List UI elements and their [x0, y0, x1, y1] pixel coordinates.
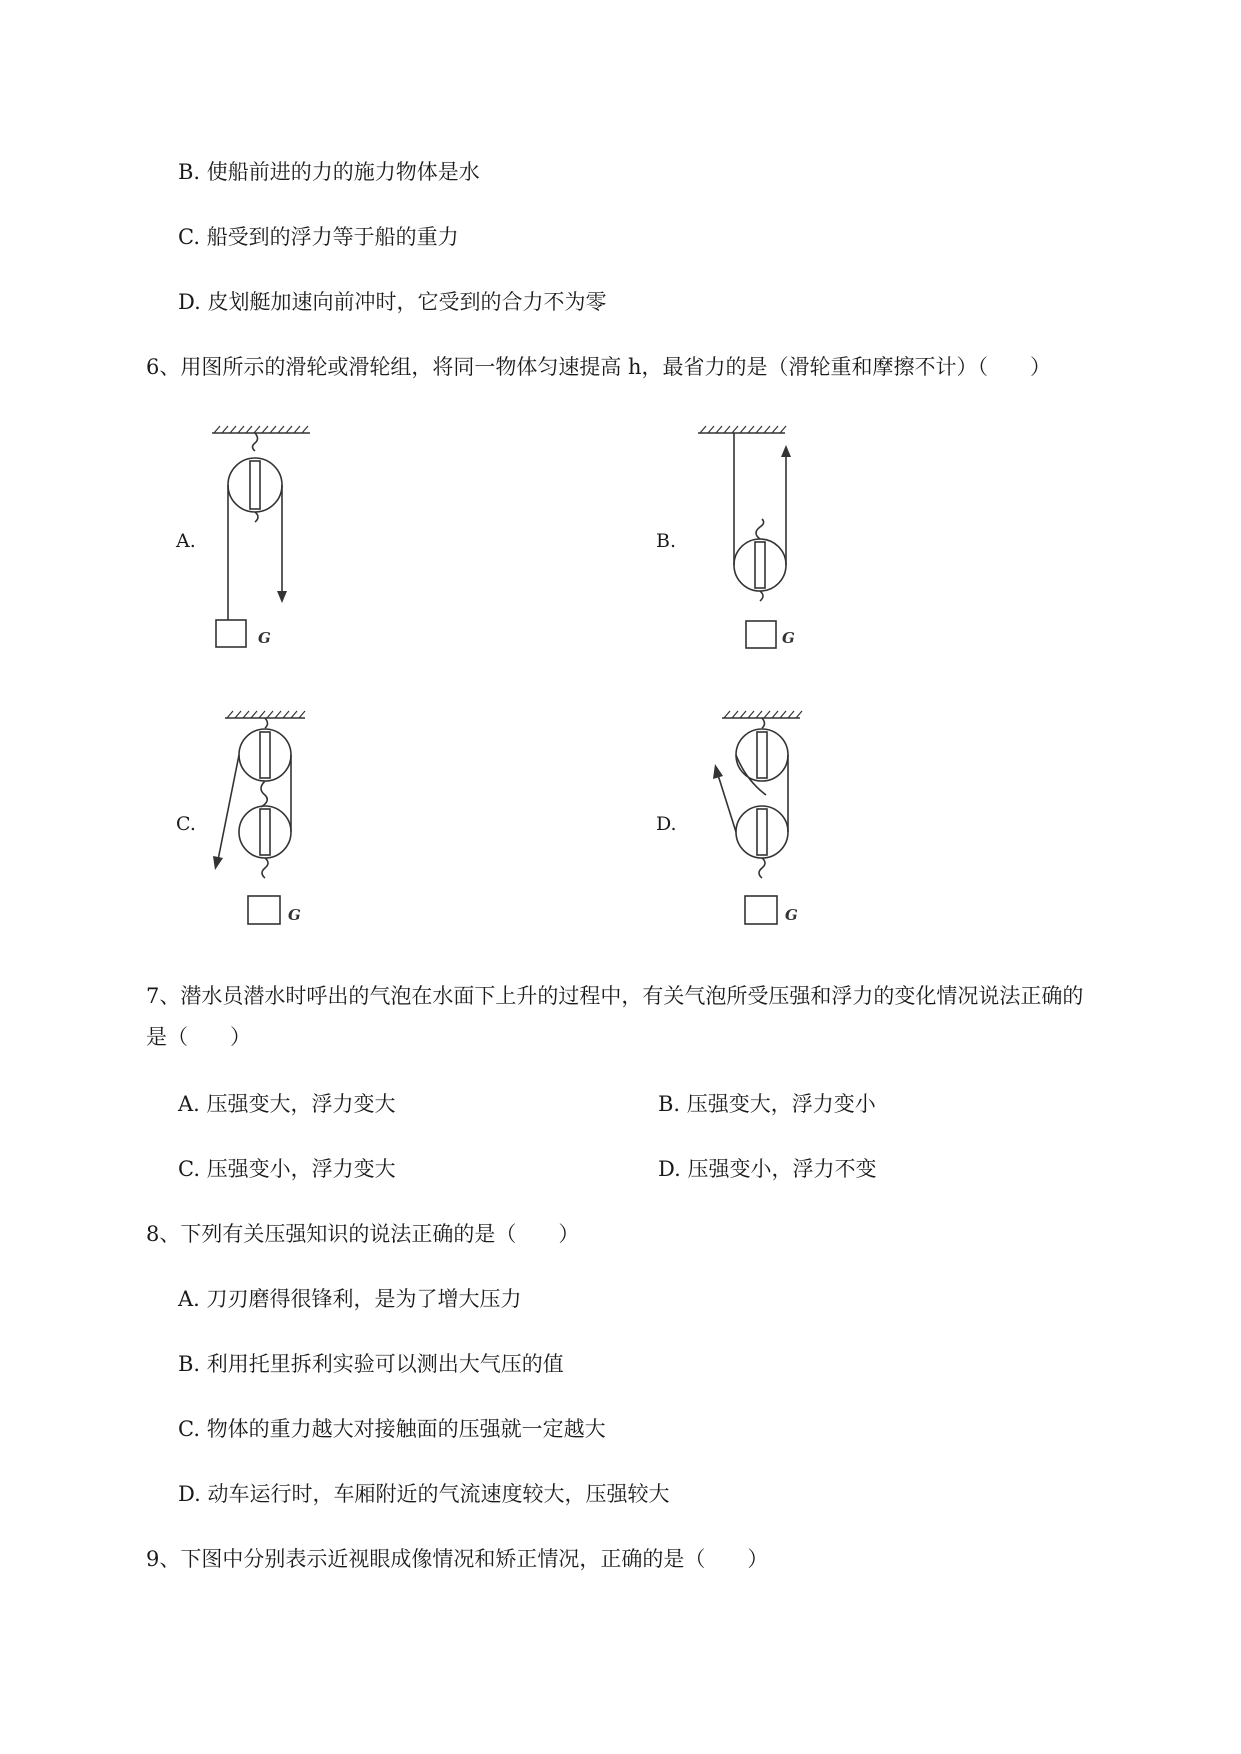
option-key: D. — [178, 290, 201, 314]
q8-option-b — [178, 1351, 564, 1377]
pulley-diagram-a — [200, 425, 310, 655]
weight-label: G — [258, 629, 271, 647]
option-key: A. — [178, 1287, 200, 1311]
option-key: D. — [658, 1157, 681, 1181]
q9-stem: 9、下图中分别表示近视眼成像情况和矫正情况，正确的是（ ） — [146, 1547, 769, 1571]
option-text: 压强变小，浮力不变 — [687, 1157, 877, 1181]
option-key: C. — [178, 1417, 200, 1441]
q7-option-b — [658, 1091, 876, 1117]
weight-label: G — [288, 906, 301, 924]
option-text: 压强变大，浮力变大 — [206, 1092, 396, 1116]
option-key: C. — [178, 1157, 200, 1181]
q7-option-d — [658, 1156, 876, 1182]
option-key: B. — [658, 1092, 681, 1116]
option-key: A. — [178, 1092, 200, 1116]
q6-option-c-label: C. — [176, 813, 196, 835]
q8-option-c — [178, 1416, 606, 1442]
q7-option-c — [178, 1156, 396, 1182]
q8-stem: 8、下列有关压强知识的说法正确的是（ ） — [146, 1222, 580, 1246]
q7-stem-line1: 7、潜水员潜水时呼出的气泡在水面下上升的过程中，有关气泡所受压强和浮力的变化情况说法正确的 — [146, 984, 1084, 1008]
option-text: 皮划艇加速向前冲时，它受到的合力不为零 — [207, 290, 607, 314]
option-key: B. — [178, 160, 201, 184]
q6-option-b-label: B. — [656, 530, 677, 552]
pulley-diagram-b — [690, 425, 810, 655]
option-key: C. — [178, 225, 200, 249]
option-text: 压强变小，浮力变大 — [206, 1157, 396, 1181]
option-key: B. — [178, 1352, 201, 1376]
option-text: 利用托里拆利实验可以测出大气压的值 — [206, 1352, 564, 1376]
q5-option-c — [178, 224, 459, 250]
option-key: D. — [178, 1482, 201, 1506]
pulley-diagram-d — [700, 710, 820, 945]
q7-option-a — [178, 1091, 396, 1117]
q8-option-a — [178, 1286, 522, 1312]
q8-option-d — [178, 1481, 669, 1507]
option-text: 动车运行时，车厢附近的气流速度较大，压强较大 — [207, 1482, 670, 1506]
q5-option-d — [178, 289, 606, 315]
weight-label: G — [782, 629, 795, 647]
q5-option-b — [178, 159, 480, 185]
option-text: 使船前进的力的施力物体是水 — [206, 160, 480, 184]
option-text: 刀刃磨得很锋利，是为了增大压力 — [206, 1287, 522, 1311]
q6-option-a-label: A. — [176, 530, 196, 552]
q6-option-d-label: D. — [656, 813, 677, 835]
weight-label: G — [785, 906, 798, 924]
q6-stem: 6、用图所示的滑轮或滑轮组，将同一物体匀速提高 h，最省力的是（滑轮重和摩擦不计）（ ） — [146, 355, 1052, 379]
option-text: 船受到的浮力等于船的重力 — [206, 225, 459, 249]
q7-stem-line2: 是（ ） — [146, 1025, 251, 1049]
option-text: 物体的重力越大对接触面的压强就一定越大 — [206, 1417, 606, 1441]
pulley-diagram-c — [200, 710, 320, 945]
option-text: 压强变大，浮力变小 — [686, 1092, 876, 1116]
